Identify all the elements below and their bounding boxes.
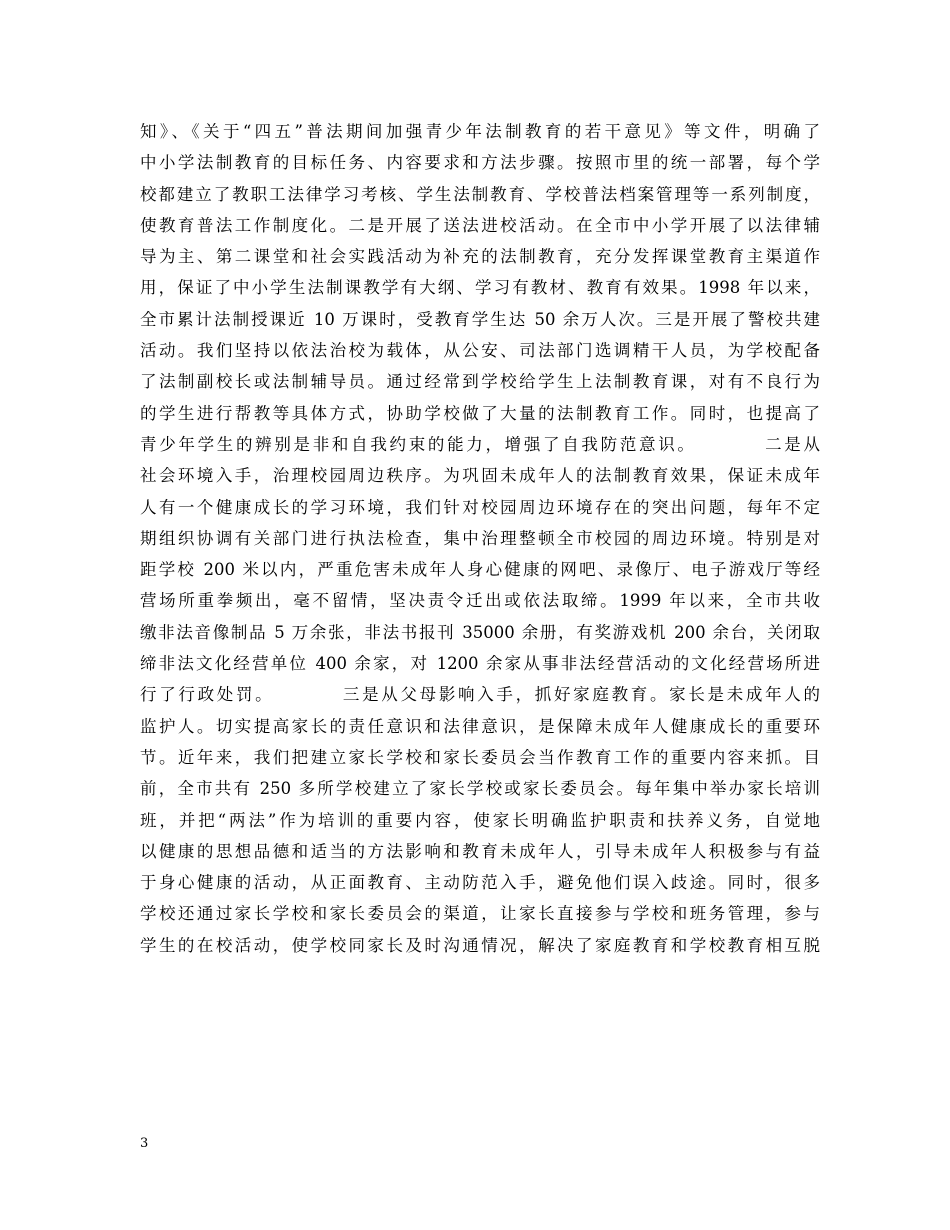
text-line: 活动。我们坚持以依法治校为载体，从公安、司法部门选调精干人员，为学校配备 bbox=[140, 341, 820, 361]
text-line: 以健康的思想品德和适当的方法影响和教育未成年人，引导未成年人积极参与有益 bbox=[140, 841, 820, 861]
text-line: 青少年学生的辨别是非和自我约束的能力，增强了自我防范意识。 二是从 bbox=[140, 434, 820, 454]
text-line: 于身心健康的活动，从正面教育、主动防范入手，避免他们误入歧途。同时，很多 bbox=[140, 873, 820, 893]
text-line: 知》、《关于“四五”普法期间加强青少年法制教育的若干意见》等文件，明确了 bbox=[140, 122, 820, 141]
text-line: 导为主、第二课堂和社会实践活动为补充的法制教育，充分发挥课堂教育主渠道作 bbox=[140, 247, 820, 267]
text-line: 行了行政处罚。 三是从父母影响入手，抓好家庭教育。家长是未成年人的 bbox=[140, 685, 820, 705]
text-line: 缴非法音像制品 5 万余张，非法书报刊 35000 余册，有奖游戏机 200 余台，关闭取 bbox=[140, 622, 820, 642]
text-line: 营场所重拳频出，毫不留情，坚决责令迁出或依法取缔。1999 年以来，全市共收 bbox=[140, 591, 820, 611]
text-line: 期组织协调有关部门进行执法检查，集中治理整顿全市校园的周边环境。特别是对 bbox=[140, 528, 820, 548]
text-line: 学校还通过家长学校和家长委员会的渠道，让家长直接参与学校和班务管理，参与 bbox=[140, 904, 820, 924]
page-number: 3 bbox=[140, 1136, 149, 1151]
text-line: 监护人。切实提高家长的责任意识和法律意识，是保障未成年人健康成长的重要环 bbox=[140, 716, 820, 736]
text-line: 使教育普法工作制度化。二是开展了送法进校活动。在全市中小学开展了以法律辅 bbox=[140, 215, 820, 235]
text-line: 社会环境入手，治理校园周边秩序。为巩固未成年人的法制教育效果，保证未成年 bbox=[140, 466, 820, 486]
text-line: 中小学法制教育的目标任务、内容要求和方法步骤。按照市里的统一部署，每个学 bbox=[140, 153, 820, 173]
text-line: 全市累计法制授课近 10 万课时，受教育学生达 50 余万人次。三是开展了警校共建 bbox=[140, 309, 820, 329]
text-line: 了法制副校长或法制辅导员。通过经常到学校给学生上法制教育课，对有不良行为 bbox=[140, 372, 820, 392]
text-line: 节。近年来，我们把建立家长学校和家长委员会当作教育工作的重要内容来抓。目 bbox=[140, 747, 820, 767]
text-line: 班，并把“两法”作为培训的重要内容，使家长明确监护职责和扶养义务，自觉地 bbox=[140, 810, 820, 830]
text-line: 用，保证了中小学生法制课教学有大纲、学习有教材、教育有效果。1998 年以来， bbox=[140, 278, 820, 298]
body-text bbox=[140, 116, 820, 961]
text-line: 距学校 200 米以内，严重危害未成年人身心健康的网吧、录像厅、电子游戏厅等经 bbox=[140, 560, 820, 580]
text-line: 缔非法文化经营单位 400 余家，对 1200 余家从事非法经营活动的文化经营场所进 bbox=[140, 654, 820, 674]
text-line: 前，全市共有 250 多所学校建立了家长学校或家长委员会。每年集中举办家长培训 bbox=[140, 779, 820, 799]
text-line: 人有一个健康成长的学习环境，我们针对校园周边环境存在的突出问题，每年不定 bbox=[140, 497, 820, 517]
text-line: 校都建立了教职工法律学习考核、学生法制教育、学校普法档案管理等一系列制度， bbox=[140, 184, 820, 204]
text-line: 的学生进行帮教等具体方式，协助学校做了大量的法制教育工作。同时，也提高了 bbox=[140, 403, 820, 423]
text-line: 学生的在校活动，使学校同家长及时沟通情况，解决了家庭教育和学校教育相互脱 bbox=[140, 935, 820, 955]
